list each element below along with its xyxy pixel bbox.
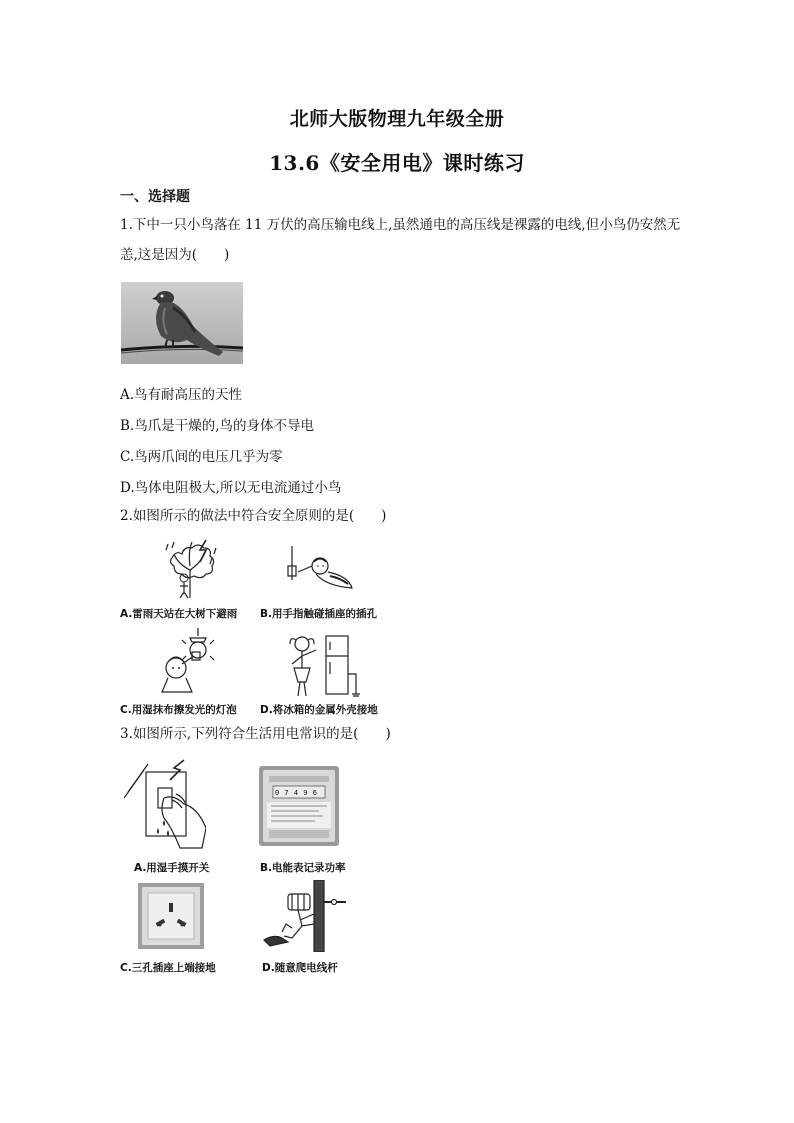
section-heading: 一、选择题 <box>120 189 190 205</box>
question-3-caption-a: A.用湿手摸开关 <box>134 862 210 874</box>
electric-meter-photo <box>259 766 339 846</box>
question-1-option-c: C.鸟两爪间的电压几乎为零 <box>120 449 283 465</box>
wet-hand-switch-illustration <box>124 758 206 854</box>
question-2-caption-b: B.用手指触碰插座的插孔 <box>260 608 377 620</box>
question-3-caption-c: C.三孔插座上端接地 <box>120 962 216 974</box>
page-subtitle: 13.6《安全用电》课时练习 <box>269 151 525 175</box>
tree-in-storm-illustration <box>160 538 222 600</box>
question-2-caption-d: D.将冰箱的金属外壳接地 <box>260 704 378 716</box>
three-pin-socket-photo <box>138 883 204 949</box>
question-3-caption-d: D.随意爬电线杆 <box>262 962 338 974</box>
bird-on-wire-photo <box>121 282 243 364</box>
question-3-text: 3.如图所示,下列符合生活用电常识的是( ) <box>120 726 391 742</box>
meter-digit-display: 0 7 4 9 6 <box>275 789 318 797</box>
question-1-line-2: 恙,这是因为( ) <box>120 247 230 263</box>
grounded-fridge-illustration <box>286 634 362 698</box>
question-1-option-a: A.鸟有耐高压的天性 <box>120 387 243 403</box>
question-1-line-1: 1.下中一只小鸟落在 11 万伏的高压输电线上,虽然通电的高压线是裸露的电线,但小鸟仍安然无 <box>120 217 681 233</box>
wiping-light-bulb-illustration <box>152 628 226 696</box>
question-1-option-d: D.鸟体电阻极大,所以无电流通过小鸟 <box>120 480 342 496</box>
question-1-option-b: B.鸟爪是干燥的,鸟的身体不导电 <box>120 418 315 434</box>
question-2-caption-a: A.雷雨天站在大树下避雨 <box>120 608 238 620</box>
question-2-caption-c: C.用湿抹布擦发光的灯泡 <box>120 704 237 716</box>
climbing-pole-illustration <box>262 880 352 952</box>
page-title: 北师大版物理九年级全册 <box>289 108 505 130</box>
question-3-caption-b: B.电能表记录功率 <box>260 862 346 874</box>
child-touching-socket-illustration <box>286 546 356 596</box>
question-2-text: 2.如图所示的做法中符合安全原则的是( ) <box>120 508 387 524</box>
